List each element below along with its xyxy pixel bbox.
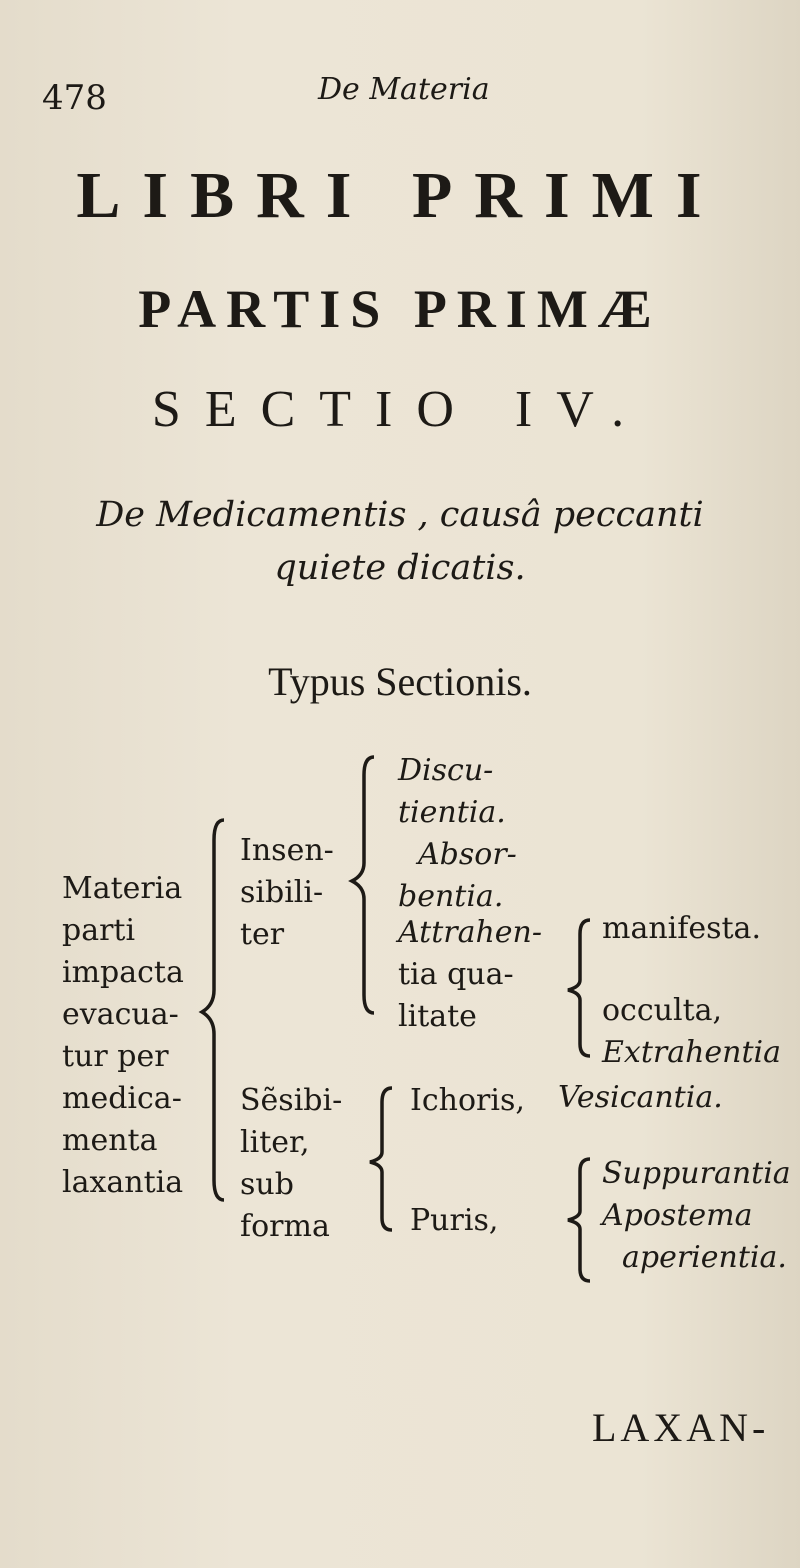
branch-manifesta: manifesta. xyxy=(602,911,761,946)
item-attrahentia xyxy=(398,912,542,1038)
root-line: menta xyxy=(62,1123,158,1158)
root-line: parti xyxy=(62,913,136,948)
aperientia-line: aperientia. xyxy=(622,1240,787,1275)
sens-line: liter, xyxy=(240,1125,310,1160)
brace-root xyxy=(196,800,236,1220)
title-line-2: PARTIS PRIMÆ xyxy=(138,279,662,339)
brace-insensibiliter xyxy=(346,745,386,1025)
absorbentia-line: bentia. xyxy=(398,879,504,914)
root-line: medica- xyxy=(62,1081,182,1116)
root-line: Materia xyxy=(62,871,183,906)
item-vesicantia: Vesicantia. xyxy=(558,1080,723,1115)
title-line-1: LIBRI PRIMI xyxy=(76,159,724,232)
discutientia-line: tientia. xyxy=(398,795,506,830)
root-line: impacta xyxy=(62,955,184,990)
suppurantia-line: Suppurantia xyxy=(602,1156,791,1191)
extrahentia-line: Extrahentia xyxy=(602,1035,782,1070)
sens-line: forma xyxy=(240,1209,330,1244)
insens-line: sibili- xyxy=(240,875,324,910)
brace-puris xyxy=(560,1153,600,1288)
branch-puris-items xyxy=(602,1153,791,1279)
insens-line: Insen- xyxy=(240,833,334,868)
attrahentia-line: tia qua- xyxy=(398,957,514,992)
branch-sensibiliter xyxy=(240,1080,342,1248)
catchword: LAXAN- xyxy=(592,1405,770,1450)
typus-heading: Typus Sectionis. xyxy=(268,659,532,704)
sens-line: Sẽsibi- xyxy=(240,1083,343,1118)
subtitle-line-2: quiete dicatis. xyxy=(274,548,526,588)
scheme-root xyxy=(62,868,184,1204)
title-line-3: SECTIO IV. xyxy=(151,381,649,438)
root-line: evacua- xyxy=(62,997,179,1032)
branch-insensibiliter xyxy=(240,830,334,956)
occulta-line: occulta, xyxy=(602,993,723,1028)
item-ichoris: Ichoris, xyxy=(410,1083,525,1118)
attrahentia-line: Attrahen- xyxy=(398,915,543,950)
absorbentia-line: Absor- xyxy=(418,837,517,872)
attrahentia-line: litate xyxy=(398,999,477,1034)
page-number: 478 xyxy=(42,78,107,118)
apostema-line: Apostema xyxy=(602,1198,753,1233)
brace-sensibiliter xyxy=(362,1080,402,1240)
item-puris: Puris, xyxy=(410,1203,499,1238)
discutientia-line: Discu- xyxy=(398,753,494,788)
brace-attrahentia xyxy=(560,912,600,1062)
root-line: tur per xyxy=(62,1039,169,1074)
branch-occulta xyxy=(602,990,781,1074)
root-line: laxantia xyxy=(62,1165,184,1200)
insens-line: ter xyxy=(240,917,285,952)
running-head: De Materia xyxy=(318,72,490,107)
subtitle-line-1: De Medicamentis , causâ peccanti xyxy=(96,495,704,535)
item-discutientia-absorbentia xyxy=(398,750,517,918)
sens-line: sub xyxy=(240,1167,294,1202)
